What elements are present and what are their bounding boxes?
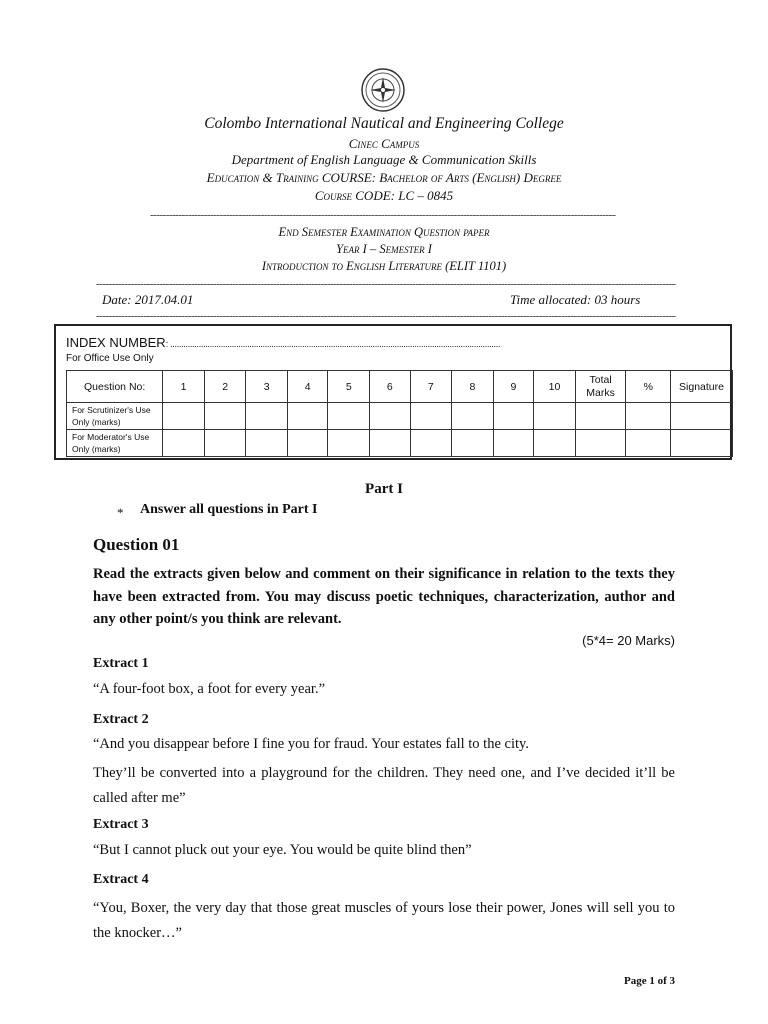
- table-header-cell: Question No:: [67, 371, 163, 403]
- table-header-cell: 2: [204, 371, 246, 403]
- marks-cell[interactable]: [370, 403, 411, 430]
- row-label: For Scrutinizer's Use Only (marks): [67, 403, 163, 430]
- course-code: Course CODE: LC – 0845: [314, 188, 454, 203]
- marks-cell[interactable]: [204, 403, 246, 430]
- table-header-cell: 1: [163, 371, 205, 403]
- extract-text: “But I cannot pluck out your eye. You would be quite blind then”: [93, 842, 472, 858]
- marks-cell[interactable]: [626, 430, 671, 457]
- marks-cell[interactable]: [534, 430, 576, 457]
- marks-cell[interactable]: [370, 430, 411, 457]
- extract-title: Extract 2: [93, 712, 149, 727]
- office-use-label: For Office Use Only: [66, 353, 154, 364]
- marks-cell[interactable]: [410, 403, 452, 430]
- marks-cell[interactable]: [410, 430, 452, 457]
- table-header-cell: 6: [370, 371, 411, 403]
- divider-line: [150, 210, 616, 220]
- marks-table: [66, 370, 733, 457]
- extract-text: They’ll be converted into a playground for the children. They need one, and I’ve decided it’ll be called after me”: [93, 765, 675, 806]
- table-header-cell: 4: [287, 371, 328, 403]
- table-header-cell: 3: [246, 371, 288, 403]
- extract-text: “A four-foot box, a foot for every year.”: [93, 681, 326, 697]
- index-number-title: INDEX NUMBER: [66, 335, 166, 350]
- marks-cell[interactable]: [452, 403, 494, 430]
- row-label: For Moderator's Use Only (marks): [67, 430, 163, 457]
- table-header-cell: 9: [493, 371, 534, 403]
- marks-cell[interactable]: [246, 430, 288, 457]
- marks-cell[interactable]: [204, 430, 246, 457]
- extract-title: Extract 4: [93, 872, 149, 887]
- table-header-row: [67, 371, 733, 403]
- department-name: Department of English Language & Communication Skills: [231, 152, 537, 167]
- course-name: Education & Training COURSE: Bachelor of Arts (English) Degree: [206, 170, 562, 185]
- marks-cell[interactable]: [493, 403, 534, 430]
- marks-cell[interactable]: [328, 430, 370, 457]
- extract-text: “And you disappear before I fine you for fraud. Your estates fall to the city.: [93, 736, 529, 752]
- table-header-cell: Total Marks: [575, 371, 626, 403]
- campus-name: Cinec Campus: [348, 136, 420, 151]
- marks-cell[interactable]: [328, 403, 370, 430]
- college-name: Colombo International Nautical and Engineering College: [204, 115, 564, 132]
- time-allocated: Time allocated: 03 hours: [510, 292, 641, 307]
- marks-cell[interactable]: [163, 403, 205, 430]
- instruction-bullet: *: [117, 505, 124, 520]
- question-marks: (5*4= 20 Marks): [582, 633, 675, 648]
- marks-cell[interactable]: [287, 403, 328, 430]
- marks-cell[interactable]: [575, 403, 626, 430]
- table-header-cell: %: [626, 371, 671, 403]
- table-header-cell: 10: [534, 371, 576, 403]
- question-text: Read the extracts given below and comment on their significance in relation to the texts they have been extracted from. You may discuss poetic techniques, characterization, author and any other point/s you think are relevant.: [93, 566, 675, 627]
- marks-cell[interactable]: [493, 430, 534, 457]
- part-title: Part I: [365, 481, 403, 497]
- college-seal-logo: [361, 68, 405, 112]
- extract-title: Extract 3: [93, 817, 149, 832]
- marks-cell[interactable]: [671, 430, 733, 457]
- page-number: Page 1 of 3: [623, 975, 675, 987]
- module-title: Introduction to English Literature (ELIT 1101): [261, 259, 507, 273]
- marks-cell[interactable]: [163, 430, 205, 457]
- table-header-cell: 5: [328, 371, 370, 403]
- table-header-cell: 7: [410, 371, 452, 403]
- marks-cell[interactable]: [534, 403, 576, 430]
- marks-cell[interactable]: [626, 403, 671, 430]
- table-header-cell: Signature: [671, 371, 733, 403]
- extract-text: “You, Boxer, the very day that those great muscles of yours lose their power, Jones will sell you to the knocker…”: [93, 900, 675, 941]
- marks-cell[interactable]: [452, 430, 494, 457]
- index-number-dots: : ......................................................................................................................................................: [165, 339, 501, 349]
- divider-line: [96, 279, 676, 289]
- question-title: Question 01: [93, 535, 180, 554]
- exam-date: Date: 2017.04.01: [102, 292, 194, 307]
- year-semester: Year I – Semester I: [336, 242, 432, 256]
- extract-title: Extract 1: [93, 656, 149, 671]
- exam-title: End Semester Examination Question paper: [278, 225, 490, 239]
- marks-cell[interactable]: [671, 403, 733, 430]
- part-instruction: Answer all questions in Part I: [140, 502, 318, 517]
- table-row: [67, 403, 733, 430]
- index-number-label: [66, 335, 500, 350]
- marks-cell[interactable]: [287, 430, 328, 457]
- divider-line: [96, 311, 676, 321]
- table-header-cell: 8: [452, 371, 494, 403]
- marks-cell[interactable]: [575, 430, 626, 457]
- table-row: [67, 430, 733, 457]
- marks-cell[interactable]: [246, 403, 288, 430]
